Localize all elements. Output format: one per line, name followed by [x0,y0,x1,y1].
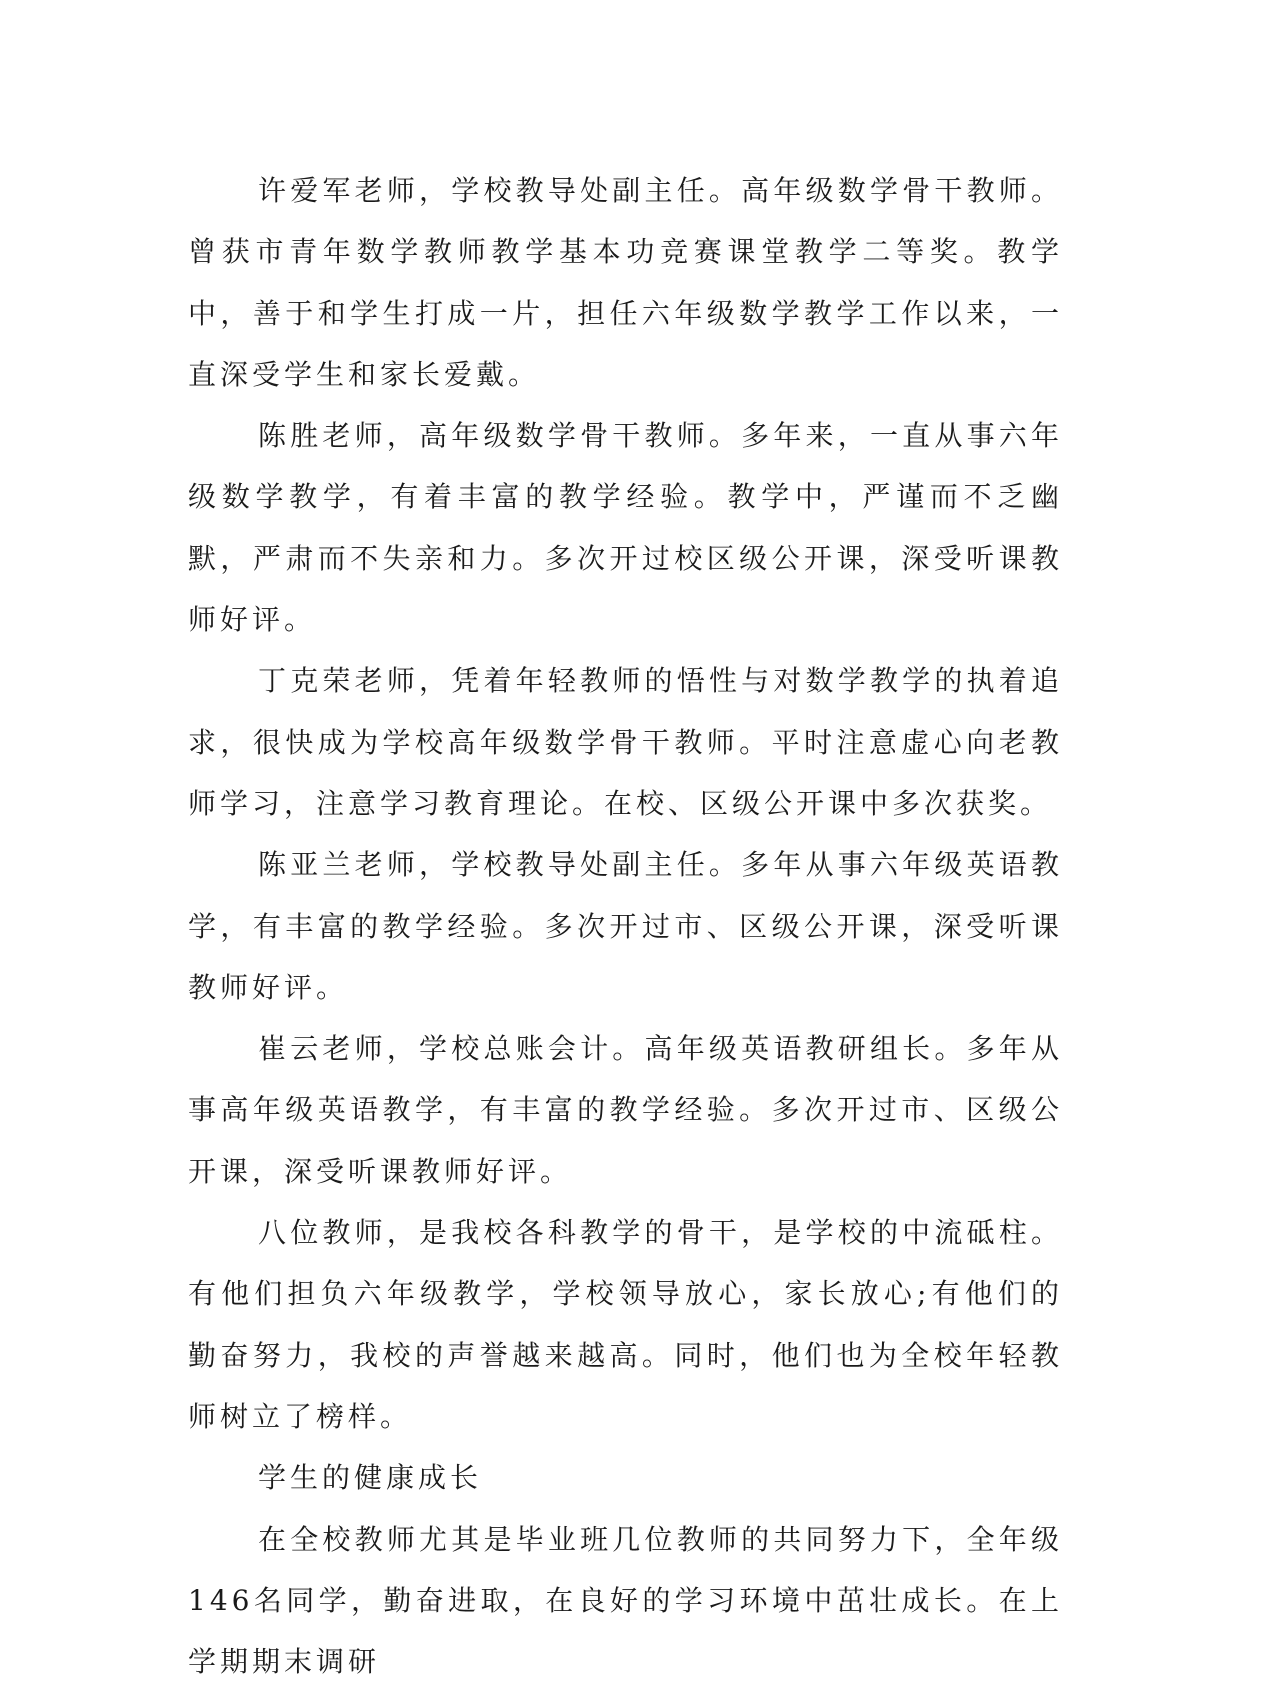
document-body [188,160,1063,1692]
paragraph-chen-yalan: 陈亚兰老师，学校教导处副主任。多年从事六年级英语教学，有丰富的教学经验。多次开过市、区级公开课，深受听课教师好评。 [188,848,1063,1004]
paragraph-eight-teachers: 八位教师，是我校各科教学的骨干，是学校的中流砥柱。有他们担负六年级教学，学校领导放心，家长放心;有他们的勤奋努力，我校的声誉越来越高。同时，他们也为全校年轻教师树立了榜样。 [188,1216,1063,1433]
section-heading-student-growth: 学生的健康成长 [258,1461,483,1495]
paragraph-xu-aijun: 许爱军老师，学校教导处副主任。高年级数学骨干教师。曾获市青年数学教师教学基本功竞赛课堂教学二等奖。教学中，善于和学生打成一片，担任六年级数学教学工作以来，一直深受学生和家长爱戴。 [188,174,1063,391]
paragraph-chen-sheng: 陈胜老师，高年级数学骨干教师。多年来，一直从事六年级数学教学，有着丰富的教学经验。教学中，严谨而不乏幽默，严肃而不失亲和力。多次开过校区级公开课，深受听课教师好评。 [188,419,1063,637]
paragraph-cui-yun: 崔云老师，学校总账会计。高年级英语教研组长。多年从事高年级英语教学，有丰富的教学经验。多次开过市、区级公开课，深受听课教师好评。 [188,1032,1063,1188]
paragraph-student-growth: 在全校教师尤其是毕业班几位教师的共同努力下，全年级146名同学，勤奋进取，在良好的学习环境中茁壮成长。在上学期期末调研 [188,1522,1063,1679]
paragraph-ding-kerong: 丁克荣老师，凭着年轻教师的悟性与对数学教学的执着追求，很快成为学校高年级数学骨干教师。平时注意虚心向老教师学习，注意学习教育理论。在校、区级公开课中多次获奖。 [188,664,1063,820]
